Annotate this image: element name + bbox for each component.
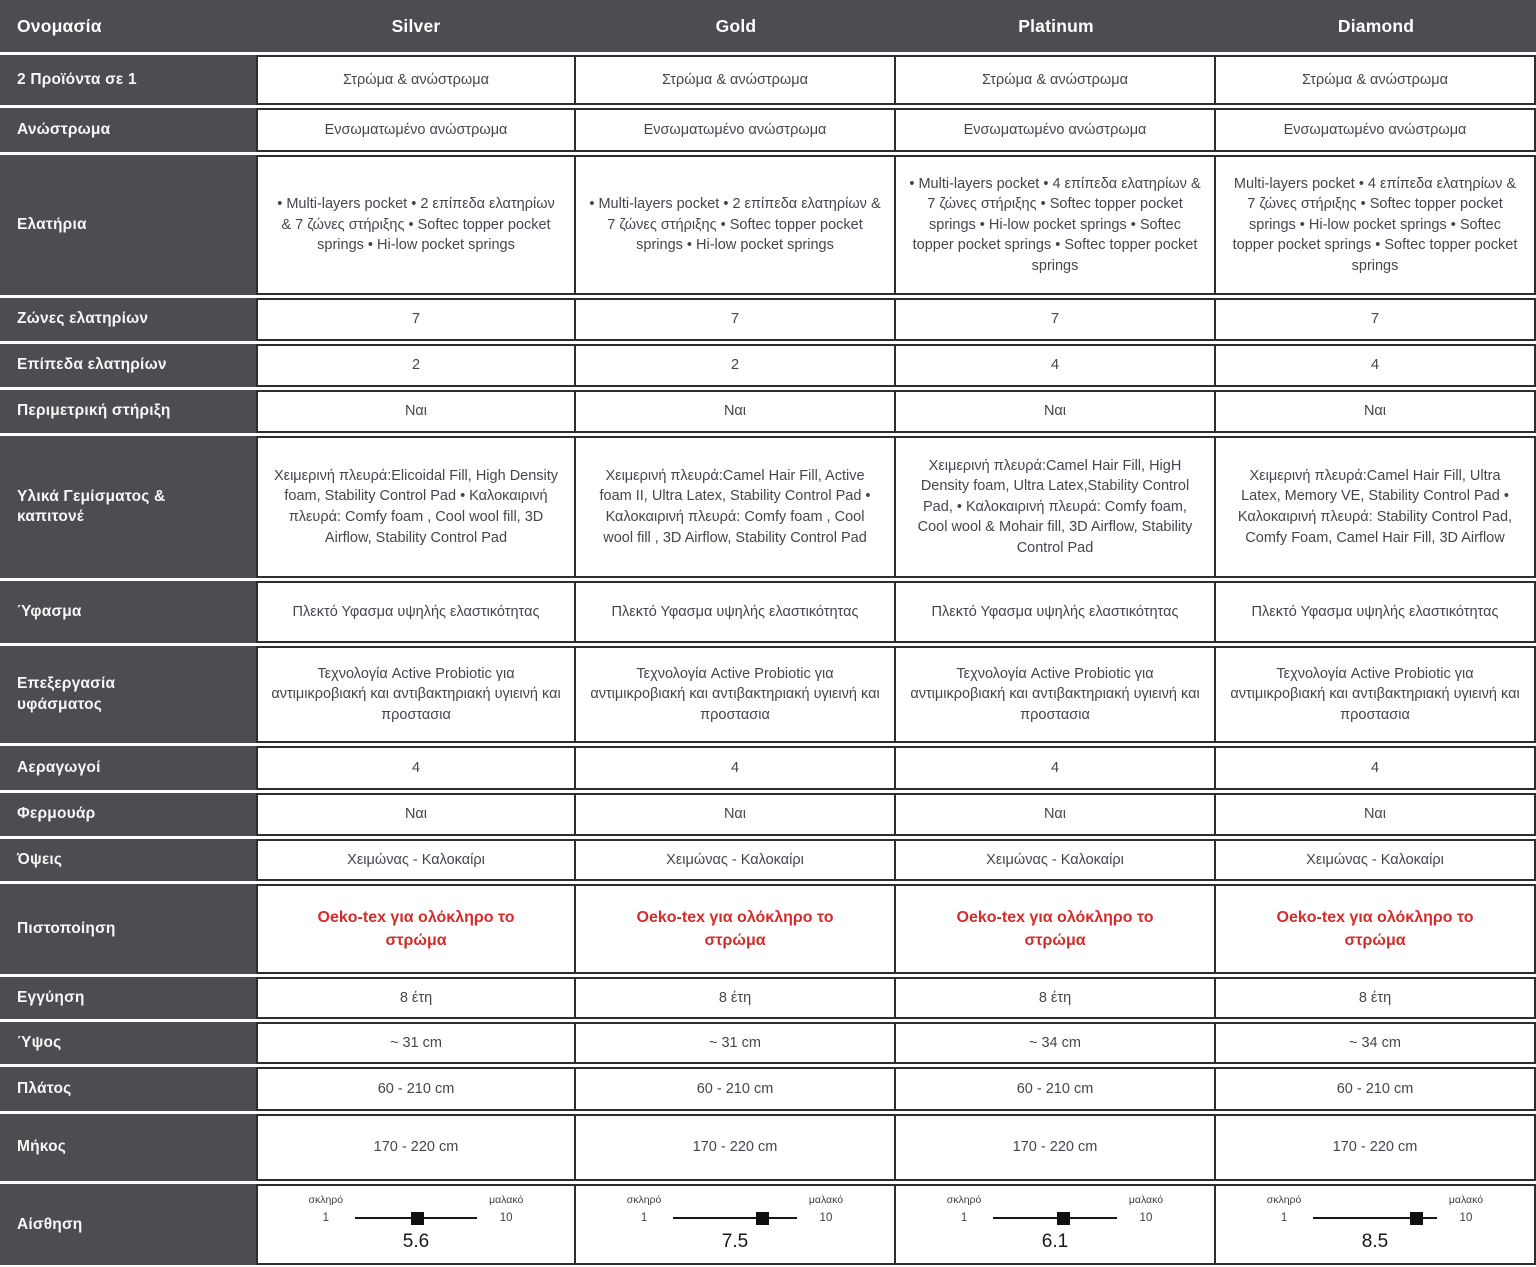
table-row-springs	[0, 155, 1536, 295]
slider-value: 5.6	[402, 1231, 430, 1253]
row-label-sides: Όψεις	[0, 839, 256, 881]
column-header-name: Ονομασία	[0, 0, 256, 52]
value-cell-perimeter-support: Ναι	[576, 390, 896, 433]
table-row-height	[0, 1022, 1536, 1064]
slider-max-value: 10	[499, 1211, 513, 1224]
slider-value: 6.1	[1041, 1231, 1069, 1253]
value-cell-topper: Ενσωματωμένο ανώστρωμα	[1216, 108, 1536, 152]
feel-slider	[944, 1193, 1166, 1256]
value-cell-air-vents: 4	[896, 746, 1216, 790]
value-cell-products-in-one: Στρώμα & ανώστρωμα	[896, 55, 1216, 105]
value-cell-filling-materials: Χειμερινή πλευρά:Elicoidal Fill, High Density foam, Stability Control Pad • Καλοκαιρινή πλευρά: Comfy foam , Cool wool fill, 3D Airflow, Stability Control Pad	[256, 436, 576, 578]
value-cell-fabric-treatment: Τεχνολογία Active Probiotic για αντιμικροβιακή και αντιβακτηριακή υγιεινή και προστασια	[896, 646, 1216, 743]
slider-value: 7.5	[721, 1231, 749, 1253]
value-cell-spring-levels: 2	[576, 344, 896, 387]
row-label-height: Ύψος	[0, 1022, 256, 1064]
value-cell-zipper: Ναι	[256, 793, 576, 836]
value-cell-fabric: Πλεκτό Υφασμα υψηλής ελαστικότητας	[896, 581, 1216, 643]
value-cell-topper: Ενσωματωμένο ανώστρωμα	[576, 108, 896, 152]
value-cell-height: ~ 34 cm	[1216, 1022, 1536, 1064]
value-cell-spring-zones: 7	[576, 298, 896, 341]
value-cell-air-vents: 4	[576, 746, 896, 790]
value-cell-zipper: Ναι	[896, 793, 1216, 836]
table-row-filling-materials	[0, 436, 1536, 578]
table-row-sides	[0, 839, 1536, 881]
value-cell-products-in-one: Στρώμα & ανώστρωμα	[576, 55, 896, 105]
value-cell-spring-zones: 7	[1216, 298, 1536, 341]
slider-min-value: 1	[1280, 1211, 1288, 1224]
value-cell-height: ~ 31 cm	[576, 1022, 896, 1064]
column-header-product-silver: Silver	[256, 0, 576, 52]
value-cell-fabric: Πλεκτό Υφασμα υψηλής ελαστικότητας	[576, 581, 896, 643]
value-cell-fabric-treatment: Τεχνολογία Active Probiotic για αντιμικροβιακή και αντιβακτηριακή υγιεινή και προστασια	[576, 646, 896, 743]
value-cell-zipper: Ναι	[576, 793, 896, 836]
value-cell-zipper: Ναι	[1216, 793, 1536, 836]
row-label-topper: Ανώστρωμα	[0, 108, 256, 152]
row-label-perimeter-support: Περιμετρική στήριξη	[0, 390, 256, 433]
table-row-zipper	[0, 793, 1536, 836]
value-cell-springs: • Multi-layers pocket • 2 επίπεδα ελατηρίων & 7 ζώνες στήριξης • Softec topper pocket springs • Hi-low pocket springs	[576, 155, 896, 295]
value-cell-height: ~ 31 cm	[256, 1022, 576, 1064]
table-header-row	[0, 0, 1536, 52]
table-row-warranty	[0, 977, 1536, 1019]
slider-right-label: μαλακό	[1448, 1194, 1484, 1206]
value-cell-filling-materials: Χειμερινή πλευρά:Camel Hair Fill, HigH Density foam, Ultra Latex,Stability Control Pad, • Καλοκαιρινή πλευρά: Comfy foam, Cool wool & Mohair fill, 3D Airflow, Stability Control Pad	[896, 436, 1216, 578]
slider-max-value: 10	[819, 1211, 833, 1224]
value-cell-topper: Ενσωματωμένο ανώστρωμα	[256, 108, 576, 152]
table-row-spring-levels	[0, 344, 1536, 387]
value-cell-sides: Χειμώνας - Καλοκαίρι	[256, 839, 576, 881]
slider-track	[673, 1217, 797, 1219]
row-label-air-vents: Αεραγωγοί	[0, 746, 256, 790]
slider-track	[993, 1217, 1117, 1219]
value-cell-spring-zones: 7	[896, 298, 1216, 341]
slider-left-label: σκληρό	[308, 1194, 344, 1206]
value-cell-certification: Oeko-tex για ολόκληρο το στρώμα	[256, 884, 576, 974]
table-row-certification	[0, 884, 1536, 974]
value-cell-width: 60 - 210 cm	[1216, 1067, 1536, 1111]
table-row-feel	[0, 1184, 1536, 1265]
value-cell-products-in-one: Στρώμα & ανώστρωμα	[256, 55, 576, 105]
slider-track	[1313, 1217, 1437, 1219]
slider-marker	[1057, 1212, 1070, 1225]
feel-slider	[624, 1193, 846, 1256]
value-cell-springs: Multi-layers pocket • 4 επίπεδα ελατηρίων & 7 ζώνες στήριξης • Softec topper pocket springs • Hi-low pocket springs • Softec topper pocket springs • Softec topper pocket springs	[1216, 155, 1536, 295]
row-label-springs: Ελατήρια	[0, 155, 256, 295]
row-label-filling-materials: Υλικά Γεμίσματος & καπιτονέ	[0, 436, 256, 578]
slider-track	[355, 1217, 477, 1219]
feel-slider	[306, 1193, 526, 1256]
table-row-air-vents	[0, 746, 1536, 790]
value-cell-fabric-treatment: Τεχνολογία Active Probiotic για αντιμικροβιακή και αντιβακτηριακή υγιεινή και προστασια	[256, 646, 576, 743]
value-cell-feel	[896, 1184, 1216, 1265]
row-label-width: Πλάτος	[0, 1067, 256, 1111]
value-cell-spring-levels: 4	[896, 344, 1216, 387]
slider-left-label: σκληρό	[626, 1194, 662, 1206]
table-row-width	[0, 1067, 1536, 1111]
value-cell-perimeter-support: Ναι	[1216, 390, 1536, 433]
table-row-products-in-one	[0, 55, 1536, 105]
value-cell-length: 170 - 220 cm	[896, 1114, 1216, 1181]
value-cell-certification: Oeko-tex για ολόκληρο το στρώμα	[896, 884, 1216, 974]
slider-marker	[1410, 1212, 1423, 1225]
row-label-length: Μήκος	[0, 1114, 256, 1181]
value-cell-feel	[1216, 1184, 1536, 1265]
value-cell-spring-levels: 4	[1216, 344, 1536, 387]
slider-left-label: σκληρό	[1266, 1194, 1302, 1206]
value-cell-perimeter-support: Ναι	[896, 390, 1216, 433]
value-cell-springs: • Multi-layers pocket • 2 επίπεδα ελατηρίων & 7 ζώνες στήριξης • Softec topper pocket springs • Hi-low pocket springs	[256, 155, 576, 295]
value-cell-springs: • Multi-layers pocket • 4 επίπεδα ελατηρίων & 7 ζώνες στήριξης • Softec topper pocket springs • Hi-low pocket springs • Softec topper pocket springs • Softec topper pocket springs	[896, 155, 1216, 295]
slider-value: 8.5	[1361, 1231, 1389, 1253]
slider-min-value: 1	[960, 1211, 968, 1224]
value-cell-sides: Χειμώνας - Καλοκαίρι	[896, 839, 1216, 881]
row-label-spring-levels: Επίπεδα ελατηρίων	[0, 344, 256, 387]
value-cell-warranty: 8 έτη	[1216, 977, 1536, 1019]
value-cell-feel	[256, 1184, 576, 1265]
column-header-product-platinum: Platinum	[896, 0, 1216, 52]
column-header-product-diamond: Diamond	[1216, 0, 1536, 52]
table-row-topper	[0, 108, 1536, 152]
value-cell-sides: Χειμώνας - Καλοκαίρι	[1216, 839, 1536, 881]
value-cell-sides: Χειμώνας - Καλοκαίρι	[576, 839, 896, 881]
row-label-spring-zones: Ζώνες ελατηρίων	[0, 298, 256, 341]
table-row-fabric	[0, 581, 1536, 643]
value-cell-warranty: 8 έτη	[576, 977, 896, 1019]
value-cell-width: 60 - 210 cm	[576, 1067, 896, 1111]
slider-min-value: 1	[322, 1211, 329, 1224]
value-cell-height: ~ 34 cm	[896, 1022, 1216, 1064]
slider-marker	[756, 1212, 769, 1225]
row-label-zipper: Φερμουάρ	[0, 793, 256, 836]
slider-max-value: 10	[1139, 1211, 1153, 1224]
row-label-fabric: Ύφασμα	[0, 581, 256, 643]
value-cell-length: 170 - 220 cm	[576, 1114, 896, 1181]
table-row-spring-zones	[0, 298, 1536, 341]
column-header-product-gold: Gold	[576, 0, 896, 52]
slider-right-label: μαλακό	[1128, 1194, 1164, 1206]
value-cell-products-in-one: Στρώμα & ανώστρωμα	[1216, 55, 1536, 105]
slider-min-value: 1	[640, 1211, 648, 1224]
value-cell-topper: Ενσωματωμένο ανώστρωμα	[896, 108, 1216, 152]
table-body	[0, 55, 1536, 1265]
value-cell-filling-materials: Χειμερινή πλευρά:Camel Hair Fill, Ultra Latex, Memory VE, Stability Control Pad • Καλοκαιρινή πλευρά: Stability Control Pad, Comfy Foam, Camel Hair Fill, 3D Airflow	[1216, 436, 1536, 578]
slider-max-value: 10	[1459, 1211, 1473, 1224]
value-cell-width: 60 - 210 cm	[896, 1067, 1216, 1111]
value-cell-air-vents: 4	[1216, 746, 1536, 790]
slider-right-label: μαλακό	[489, 1194, 524, 1206]
slider-left-label: σκληρό	[946, 1194, 982, 1206]
value-cell-length: 170 - 220 cm	[256, 1114, 576, 1181]
value-cell-warranty: 8 έτη	[256, 977, 576, 1019]
value-cell-feel	[576, 1184, 896, 1265]
table-row-fabric-treatment	[0, 646, 1536, 743]
value-cell-spring-levels: 2	[256, 344, 576, 387]
table-row-length	[0, 1114, 1536, 1181]
feel-slider	[1264, 1193, 1486, 1256]
slider-right-label: μαλακό	[808, 1194, 844, 1206]
row-label-fabric-treatment: Επεξεργασία υφάσματος	[0, 646, 256, 743]
value-cell-length: 170 - 220 cm	[1216, 1114, 1536, 1181]
row-label-products-in-one: 2 Προϊόντα σε 1	[0, 55, 256, 105]
value-cell-filling-materials: Χειμερινή πλευρά:Camel Hair Fill, Active foam II, Ultra Latex, Stability Control Pad • Καλοκαιρινή πλευρά: Comfy foam , Cool wool fill , 3D Airflow, Stability Control Pad	[576, 436, 896, 578]
slider-marker	[411, 1212, 424, 1225]
value-cell-fabric: Πλεκτό Υφασμα υψηλής ελαστικότητας	[1216, 581, 1536, 643]
row-label-feel: Αίσθηση	[0, 1184, 256, 1265]
value-cell-fabric-treatment: Τεχνολογία Active Probiotic για αντιμικροβιακή και αντιβακτηριακή υγιεινή και προστασια	[1216, 646, 1536, 743]
table-row-perimeter-support	[0, 390, 1536, 433]
row-label-warranty: Εγγύηση	[0, 977, 256, 1019]
value-cell-fabric: Πλεκτό Υφασμα υψηλής ελαστικότητας	[256, 581, 576, 643]
value-cell-width: 60 - 210 cm	[256, 1067, 576, 1111]
row-label-certification: Πιστοποίηση	[0, 884, 256, 974]
value-cell-air-vents: 4	[256, 746, 576, 790]
value-cell-warranty: 8 έτη	[896, 977, 1216, 1019]
value-cell-spring-zones: 7	[256, 298, 576, 341]
value-cell-perimeter-support: Ναι	[256, 390, 576, 433]
value-cell-certification: Oeko-tex για ολόκληρο το στρώμα	[1216, 884, 1536, 974]
value-cell-certification: Oeko-tex για ολόκληρο το στρώμα	[576, 884, 896, 974]
